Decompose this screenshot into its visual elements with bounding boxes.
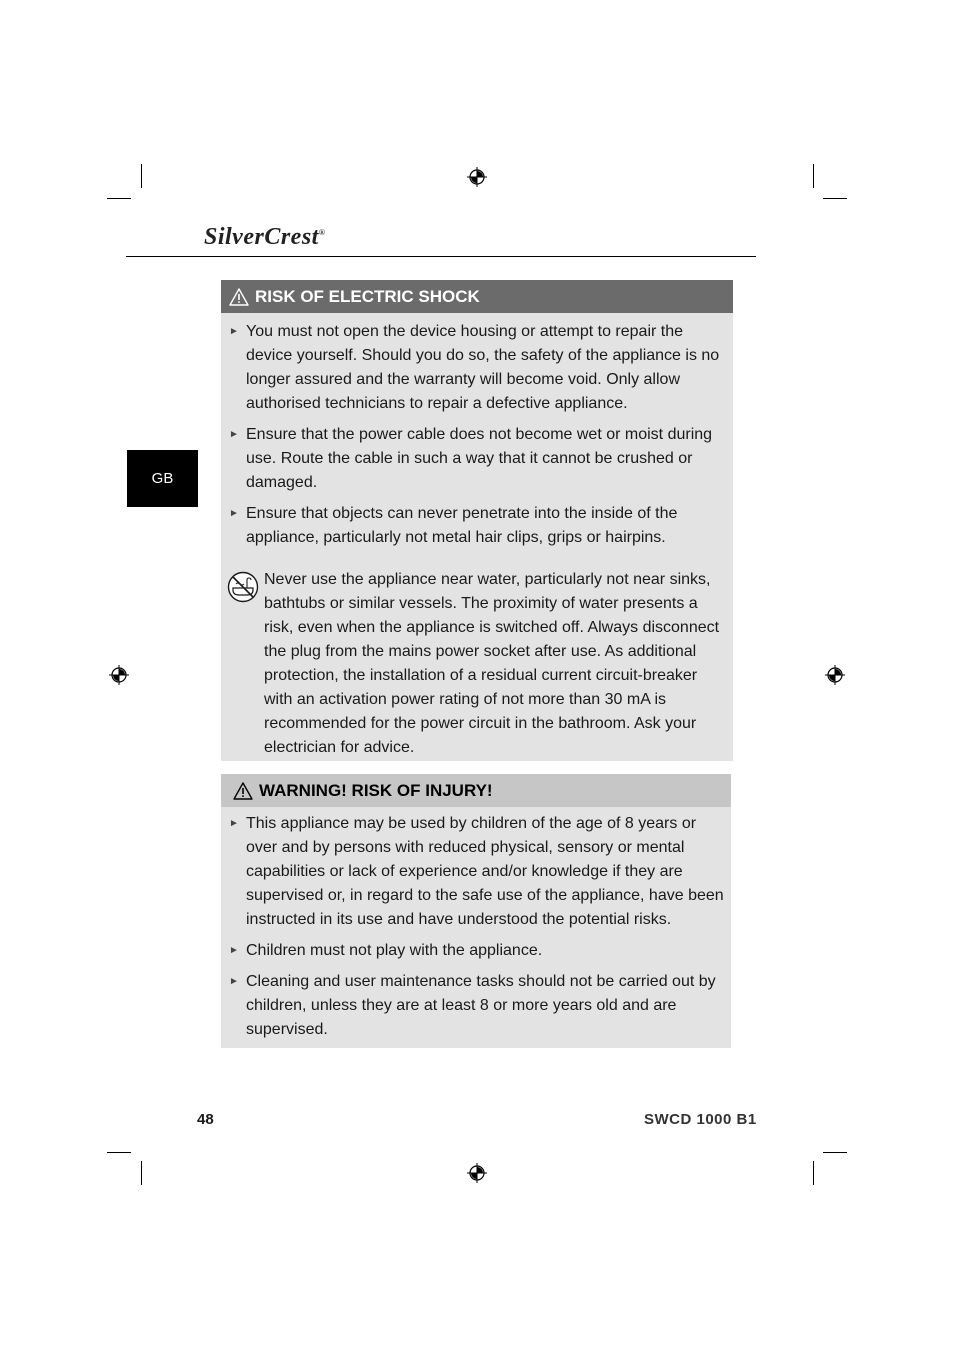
registration-mark-icon [467,1163,487,1183]
brand-logo: SilverCrest® [204,224,326,250]
injury-warning-box [221,774,731,1048]
no-water-bathtub-icon [227,571,259,611]
crop-mark [813,1161,814,1185]
arrow-right-icon: ► [229,976,239,987]
crop-mark [813,164,814,188]
registration-mark-icon [825,665,845,685]
language-tab: GB [127,450,198,507]
list-item: ► Ensure that objects can never penetrate into the inside of the appliance, particularly not metal hair clips, grips or hairpins. [221,502,733,550]
crop-mark [107,1152,131,1153]
crop-mark [823,198,847,199]
crop-mark [141,1161,142,1185]
page-number: 48 [197,1111,214,1128]
section-title: WARNING! RISK OF INJURY! [259,780,493,800]
arrow-right-icon: ► [229,429,239,440]
section-heading [221,774,731,807]
arrow-right-icon: ► [229,508,239,519]
crop-mark [823,1152,847,1153]
warning-triangle-icon [233,782,253,800]
crop-mark [141,164,142,188]
list-item: ► Cleaning and user maintenance tasks should not be carried out by children, unless they are at least 8 or more years old and are supervised. [221,970,731,1042]
arrow-right-icon: ► [229,945,239,956]
header-rule [126,256,756,257]
section-title: RISK OF ELECTRIC SHOCK [255,286,480,306]
model-number: SWCD 1000 B1 [644,1111,757,1128]
bullet-list [221,320,733,550]
warning-triangle-icon [229,288,249,306]
list-item: ► You must not open the device housing or attempt to repair the device yourself. Should you do so, the safety of the appliance is no longer assured and the warranty will become void. Only allow authorised technicians to repair a defective appliance. [221,320,733,416]
electric-shock-warning-box [221,280,733,761]
water-warning-note: Never use the appliance near water, particularly not near sinks, bathtubs or similar vessels. The proximity of water presents a risk, even when the appliance is switched off. Always disconnect the plug from the mains power socket after use. As additional protection, the installation of a residual current circuit-breaker with an activation power rating of not more than 30 mA is recommended for the power circuit in the bathroom. Ask your electrician for advice. [221,568,733,760]
bullet-list [221,812,731,1042]
crop-mark [107,198,131,199]
list-item: ► Children must not play with the appliance. [221,939,731,963]
arrow-right-icon: ► [229,818,239,829]
section-heading [221,280,733,313]
arrow-right-icon: ► [229,326,239,337]
registration-mark-icon [467,167,487,187]
list-item: ► Ensure that the power cable does not become wet or moist during use. Route the cable in such a way that it cannot be crushed or damaged. [221,423,733,495]
registration-mark-icon [109,665,129,685]
list-item: ► This appliance may be used by children of the age of 8 years or over and by persons with reduced physical, sensory or mental capabilities or lack of experience and/or knowledge if they are supervised or, in regard to the safe use of the appliance, have been instructed in its use and have understood the potential risks. [221,812,731,932]
